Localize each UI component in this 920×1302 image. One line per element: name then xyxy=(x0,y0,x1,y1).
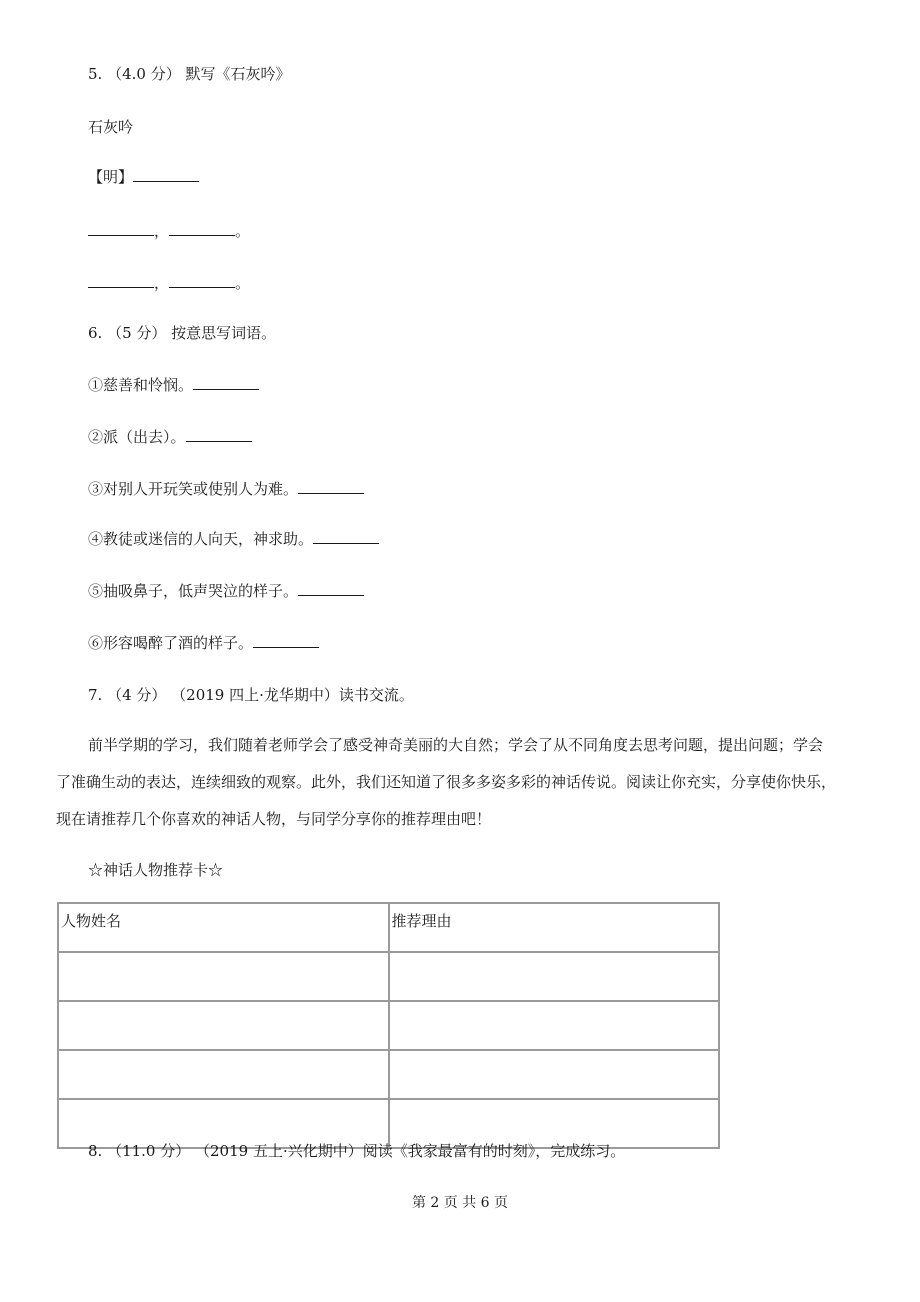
q6-item-2 xyxy=(88,427,252,447)
q6-item-text: ④教徒或迷信的人向天，神求助。 xyxy=(88,530,314,548)
q6-header: 6. （5 分） 按意思写词语。 xyxy=(88,324,277,342)
q5-line1-blank-a[interactable] xyxy=(88,221,154,236)
table-row xyxy=(58,1050,719,1099)
q5-header: 5. （4.0 分） 默写《石灰吟》 xyxy=(88,65,291,83)
q6-item-blank[interactable] xyxy=(298,479,364,494)
q5-period: 。 xyxy=(235,222,251,240)
table-header-reason: 推荐理由 xyxy=(389,903,720,952)
q6-item-6 xyxy=(88,633,319,653)
q5-author-line xyxy=(88,167,199,187)
q7-card-title: ☆神话人物推荐卡☆ xyxy=(88,861,224,879)
table-cell-reason[interactable] xyxy=(389,1001,720,1050)
q6-item-text: ⑥形容喝醉了酒的样子。 xyxy=(88,634,254,652)
q7-paragraph: 前半学期的学习，我们随着老师学会了感受神奇美丽的大自然；学会了从不同角度去思考问题，提出问题；学会了准确生动的表达，连续细致的观察。此外，我们还知道了很多多姿多彩的神话传说。阅读让你充实，分享使你快乐，现在请推荐几个你喜欢的神话人物，与同学分享你的推荐理由吧！ xyxy=(56,736,837,828)
q6-item-3 xyxy=(88,479,364,499)
q6-item-blank[interactable] xyxy=(313,529,379,544)
q5-period: 。 xyxy=(235,274,251,292)
q5-poem-line-1 xyxy=(88,221,250,241)
recommendation-table xyxy=(57,902,720,1149)
q5-author-blank[interactable] xyxy=(133,167,199,182)
q6-item-1 xyxy=(88,375,259,395)
q5-line2-blank-b[interactable] xyxy=(169,273,235,288)
q6-item-blank[interactable] xyxy=(193,375,259,390)
table-cell-name[interactable] xyxy=(58,1001,389,1050)
q6-item-text: ①慈善和怜悯。 xyxy=(88,376,194,394)
q6-item-blank[interactable] xyxy=(186,427,252,442)
q5-line1-blank-b[interactable] xyxy=(169,221,235,236)
q6-item-blank[interactable] xyxy=(298,581,364,596)
q5-comma: ， xyxy=(154,274,170,292)
q5-author-prefix: 【明】 xyxy=(88,168,134,186)
table-cell-reason[interactable] xyxy=(389,952,720,1001)
q5-line2-blank-a[interactable] xyxy=(88,273,154,288)
q6-item-5 xyxy=(88,581,364,601)
table-cell-name[interactable] xyxy=(58,952,389,1001)
q6-item-blank[interactable] xyxy=(253,633,319,648)
q6-item-text: ⑤抽吸鼻子，低声哭泣的样子。 xyxy=(88,582,299,600)
table-header-row xyxy=(58,903,719,952)
q6-item-text: ②派（出去）。 xyxy=(88,428,186,446)
table-cell-reason[interactable] xyxy=(389,1050,720,1099)
q7-header: 7. （4 分） （2019 四上·龙华期中）读书交流。 xyxy=(88,686,414,704)
q5-comma: ， xyxy=(154,222,170,240)
table-row xyxy=(58,952,719,1001)
q8-header: 8. （11.0 分） （2019 五上·兴化期中）阅读《我家最富有的时刻》，完成练习。 xyxy=(88,1142,626,1160)
page-footer: 第 2 页 共 6 页 xyxy=(411,1195,509,1211)
q6-item-text: ③对别人开玩笑或使别人为难。 xyxy=(88,480,299,498)
table-row xyxy=(58,1001,719,1050)
q5-poem-line-2 xyxy=(88,273,250,293)
table-header-name: 人物姓名 xyxy=(58,903,389,952)
q6-item-4 xyxy=(88,529,379,549)
q5-poem-title: 石灰吟 xyxy=(88,118,134,136)
table-cell-name[interactable] xyxy=(58,1050,389,1099)
